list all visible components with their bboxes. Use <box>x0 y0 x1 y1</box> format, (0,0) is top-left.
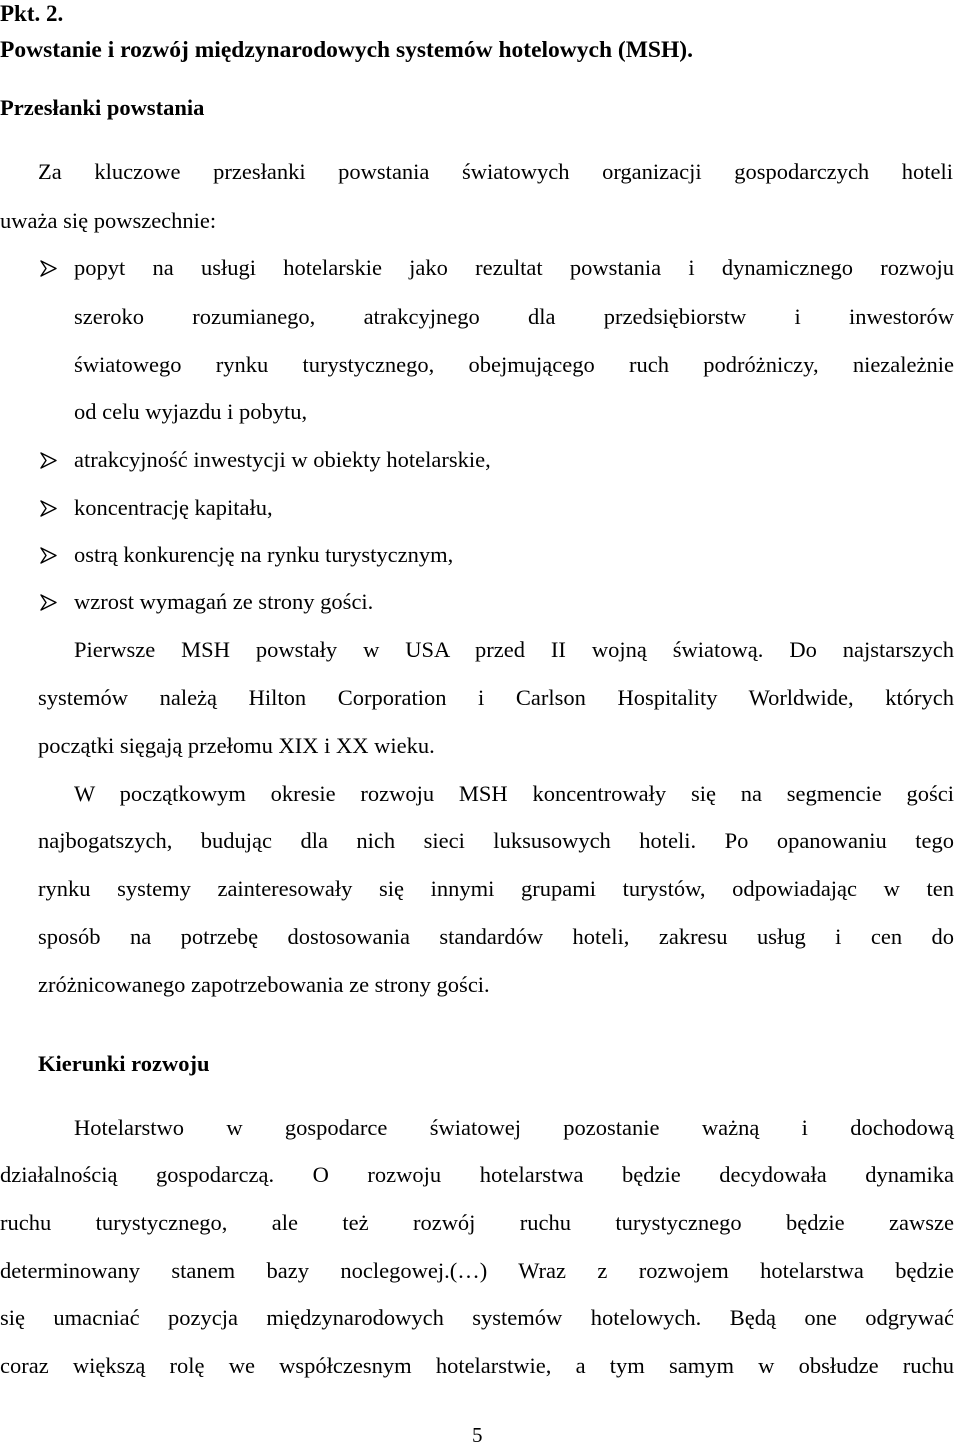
arrow-bullet-icon <box>40 452 57 469</box>
section-heading-przeslanki: Przesłanki powstania <box>0 95 205 120</box>
bullet-text: wzrost wymagań ze strony gości. <box>74 589 374 614</box>
bullet-text: koncentrację kapitału, <box>74 495 273 520</box>
arrow-bullet-icon <box>40 547 57 564</box>
paragraph-line: systemów należą Hilton Corporation i Carlson Hospitality Worldwide, których <box>38 685 954 710</box>
bullet-text: ostrą konkurencję na rynku turystycznym, <box>74 542 454 567</box>
paragraph-line: się umacniać pozycja międzynarodowych systemów hotelowych. Będą one odgrywać <box>0 1305 954 1330</box>
paragraph-line: Hotelarstwo w gospodarce światowej pozostanie ważną i dochodową <box>74 1115 954 1140</box>
section-number: Pkt. 2. <box>0 1 64 26</box>
paragraph-line: początki sięgają przełomu XIX i XX wieku. <box>38 733 435 758</box>
bullet-text: światowego rynku turystycznego, obejmującego ruch podróżniczy, niezależnie <box>74 352 954 377</box>
section-heading-kierunki: Kierunki rozwoju <box>38 1051 210 1076</box>
bullet-text: od celu wyjazdu i pobytu, <box>74 399 308 424</box>
paragraph-line: coraz większą rolę we współczesnym hotelarstwie, a tym samym w obsłudze ruchu <box>0 1353 954 1378</box>
paragraph-line: determinowany stanem bazy noclegowej.(…) Wraz z rozwojem hotelarstwa będzie <box>0 1258 954 1283</box>
paragraph-line: rynku systemy zainteresowały się innymi grupami turystów, odpowiadając w ten <box>38 876 954 901</box>
paragraph-line: zróżnicowanego zapotrzebowania ze strony gości. <box>38 972 490 997</box>
paragraph-line: najbogatszych, budując dla nich sieci luksusowych hoteli. Po opanowaniu tego <box>38 828 954 853</box>
bullet-text: popyt na usługi hotelarskie jako rezultat powstania i dynamicznego rozwoju <box>74 255 954 280</box>
bullet-text: szeroko rozumianego, atrakcyjnego dla przedsiębiorstw i inwestorów <box>74 304 954 329</box>
arrow-bullet-icon <box>40 260 57 277</box>
paragraph-line: Pierwsze MSH powstały w USA przed II wojną światową. Do najstarszych <box>74 637 954 662</box>
paragraph-line: ruchu turystycznego, ale też rozwój ruchu turystycznego będzie zawsze <box>0 1210 954 1235</box>
paragraph-line: działalnością gospodarczą. O rozwoju hotelarstwa będzie decydowała dynamika <box>0 1162 954 1187</box>
page-title: Powstanie i rozwój międzynarodowych systemów hotelowych (MSH). <box>0 37 693 63</box>
intro-line: Za kluczowe przesłanki powstania światowych organizacji gospodarczych hoteli <box>38 159 953 184</box>
page-number: 5 <box>472 1423 483 1447</box>
bullet-text: atrakcyjność inwestycji w obiekty hotelarskie, <box>74 447 491 472</box>
arrow-bullet-icon <box>40 500 57 517</box>
arrow-bullet-icon <box>40 594 57 611</box>
paragraph-line: W początkowym okresie rozwoju MSH koncentrowały się na segmencie gości <box>74 781 954 806</box>
paragraph-line: sposób na potrzebę dostosowania standardów hoteli, zakresu usług i cen do <box>38 924 954 949</box>
intro-line: uważa się powszechnie: <box>0 208 217 233</box>
